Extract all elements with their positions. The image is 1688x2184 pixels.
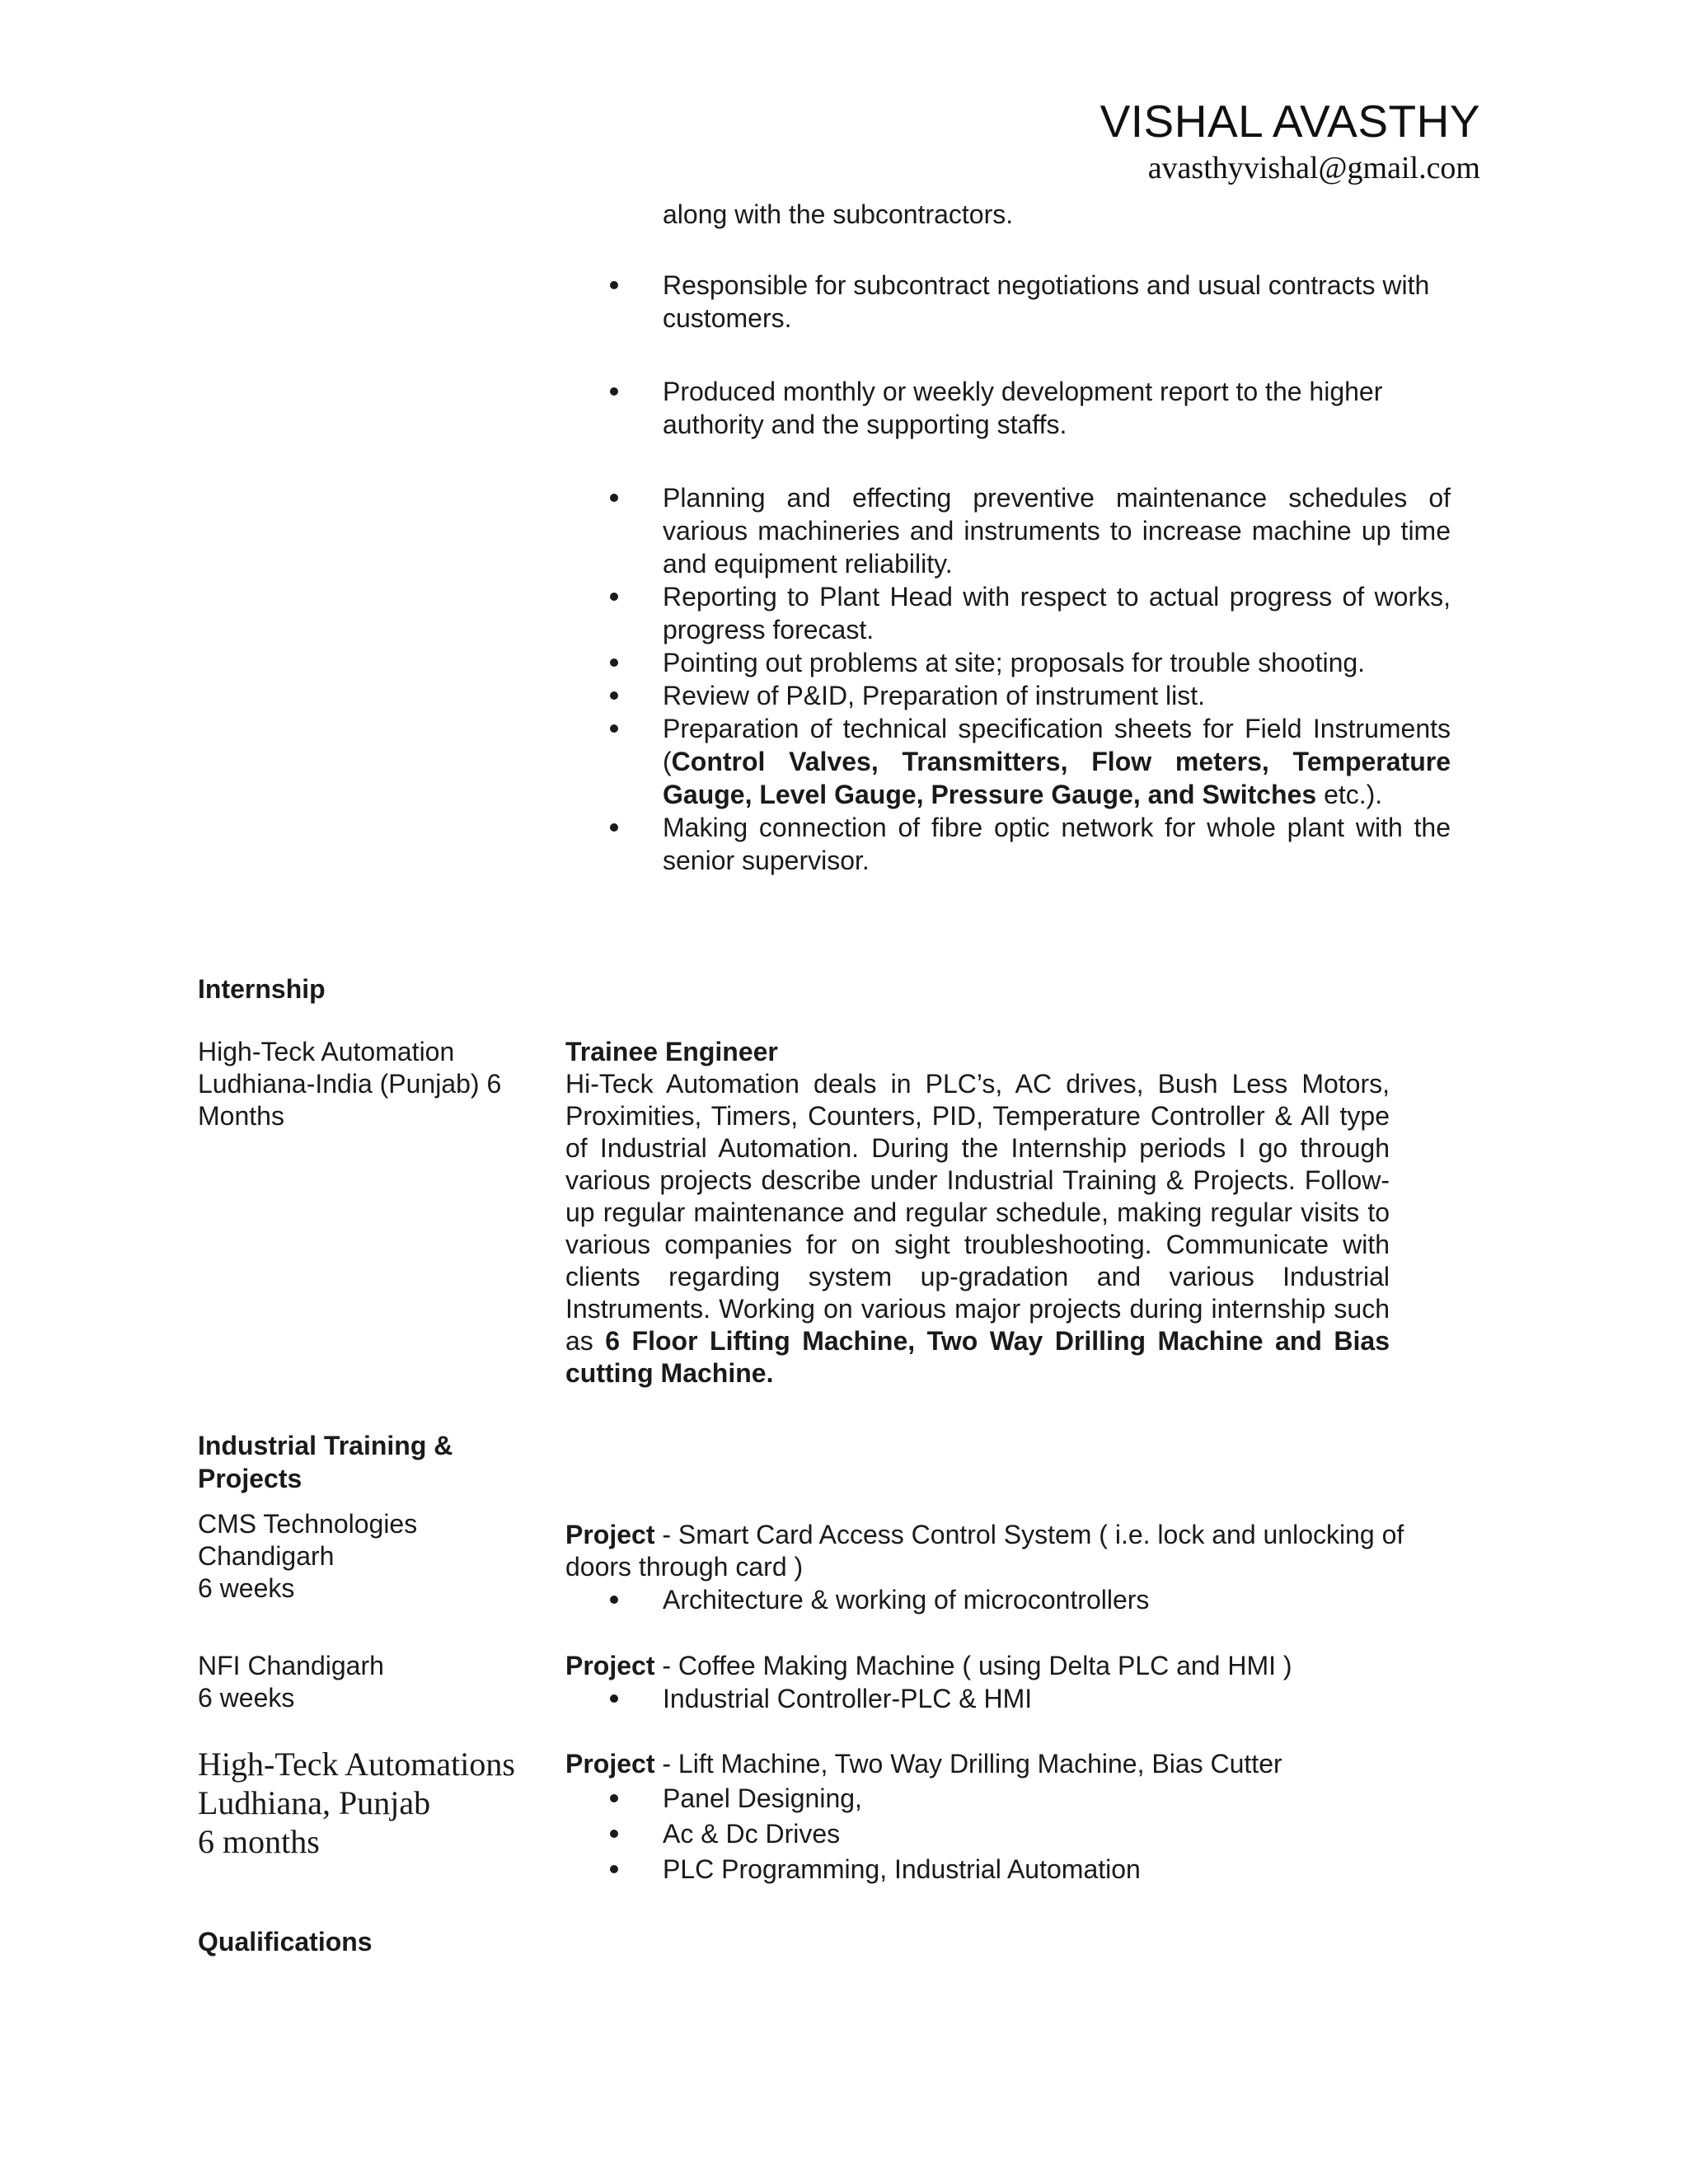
project-label: Project	[565, 1520, 655, 1549]
experience-bullets	[610, 481, 1451, 877]
internship-details	[565, 1036, 1390, 1390]
project-label: Project	[565, 1749, 655, 1779]
company-duration: Months	[198, 1101, 284, 1131]
bullet-text: Industrial Controller-PLC & HMI	[663, 1684, 1033, 1713]
list-item	[610, 1782, 1451, 1815]
bullet-text: Reporting to Plant Head with respect to actual progress of works, progress forecast.	[663, 582, 1451, 644]
project-title	[565, 1519, 1454, 1583]
project-text: - Smart Card Access Control System ( i.e. lock and unlocking of doors through card )	[565, 1520, 1404, 1582]
org-location: Ludhiana, Punjab	[198, 1784, 431, 1821]
bullet-icon	[610, 494, 618, 502]
bullet-text: Produced monthly or weekly development report to the higher authority and the supporting staffs.	[663, 377, 1383, 439]
list-item	[610, 1583, 1451, 1616]
bullet-text: Review of P&ID, Preparation of instrument list.	[663, 681, 1206, 710]
internship-company	[198, 1036, 528, 1132]
bullet-icon	[610, 823, 618, 832]
bullet-icon	[610, 387, 618, 396]
bullet-icon	[610, 281, 618, 289]
list-item	[610, 811, 1451, 877]
training-org	[198, 1745, 528, 1861]
experience-bullets	[610, 269, 1451, 335]
section-title-line: Industrial Training &	[198, 1431, 453, 1460]
bullet-text: Architecture & working of microcontrollers	[663, 1585, 1150, 1615]
internship-description	[565, 1068, 1390, 1390]
bullet-icon	[610, 1830, 618, 1838]
list-item	[610, 580, 1451, 646]
list-item	[610, 1817, 1451, 1850]
description-text: Hi-Teck Automation deals in PLC’s, AC drives, Bush Less Motors, Proximities, Timers, Counters, PID, Temperature Controller & All type of Industrial Automation. During the Internship periods I go through various projects describe under Industrial Training & Projects. Follow-up regular maintenance and regular schedule, making regular visits to various companies for on sight troubleshooting. Communicate with clients regarding system up-gradation and various Industrial Instruments. Working on various major projects during internship such as	[565, 1069, 1390, 1356]
list-item	[610, 481, 1451, 580]
bullet-icon	[610, 1596, 618, 1604]
bullet-text: Responsible for subcontract negotiations and usual contracts with customers.	[663, 270, 1430, 333]
section-title-qualifications: Qualifications	[198, 1927, 373, 1957]
list-item	[610, 375, 1451, 441]
training-project	[565, 1748, 1454, 1780]
bullet-bold-text: Control Valves, Transmitters, Flow meters, Temperature Gauge, Level Gauge, Pressure Gauge, and Switches	[663, 747, 1451, 809]
project-title	[565, 1748, 1454, 1780]
list-item	[610, 712, 1451, 811]
bullet-icon	[610, 691, 618, 700]
experience-bullets	[610, 375, 1451, 441]
bullet-text: Making connection of fibre optic network for whole plant with the senior supervisor.	[663, 813, 1451, 875]
company-name: High-Teck Automation	[198, 1037, 455, 1066]
continuation-text: along with the subcontractors.	[663, 199, 1014, 229]
org-duration: 6 weeks	[198, 1573, 295, 1603]
bullet-text: Ac & Dc Drives	[663, 1819, 841, 1849]
bullet-text: Preparation of technical specification sheets for Field Instruments (	[663, 714, 1451, 776]
org-name: High-Teck Automations	[198, 1746, 515, 1783]
bullet-text: PLC Programming, Industrial Automation	[663, 1854, 1141, 1884]
company-location: Ludhiana-India (Punjab) 6	[198, 1069, 502, 1099]
project-bullets	[610, 1583, 1451, 1616]
list-item	[610, 646, 1451, 679]
bullet-icon	[610, 658, 618, 667]
org-name: NFI Chandigarh	[198, 1651, 384, 1680]
training-project	[565, 1650, 1454, 1682]
list-item	[610, 1853, 1451, 1886]
list-item	[610, 679, 1451, 712]
org-duration: 6 months	[198, 1823, 320, 1860]
project-title	[565, 1650, 1454, 1682]
training-project	[565, 1519, 1454, 1583]
org-duration: 6 weeks	[198, 1683, 295, 1713]
role-title: Trainee Engineer	[565, 1037, 778, 1066]
bullet-icon	[610, 1794, 618, 1802]
bullet-icon	[610, 593, 618, 601]
project-text: - Lift Machine, Two Way Drilling Machine, Bias Cutter	[654, 1749, 1282, 1779]
section-title-training	[198, 1429, 452, 1495]
project-text: - Coffee Making Machine ( using Delta PLC and HMI )	[654, 1651, 1292, 1680]
bullet-text: Planning and effecting preventive maintenance schedules of various machineries and instruments to increase machine up time and equipment reliability.	[663, 483, 1451, 579]
training-org	[198, 1508, 528, 1605]
bullet-icon	[610, 1694, 618, 1703]
project-bullets	[610, 1782, 1451, 1886]
bullet-icon	[610, 1865, 618, 1873]
bullet-text: Pointing out problems at site; proposals for trouble shooting.	[663, 648, 1366, 677]
list-item	[610, 1682, 1451, 1715]
bullet-text: Panel Designing,	[663, 1783, 862, 1813]
section-title-internship: Internship	[198, 974, 326, 1004]
section-title-line: Projects	[198, 1464, 302, 1493]
bullet-text: etc.).	[1316, 780, 1383, 809]
org-name: CMS Technologies	[198, 1509, 418, 1539]
org-location: Chandigarh	[198, 1541, 335, 1571]
list-item	[610, 269, 1451, 335]
description-bold-text: 6 Floor Lifting Machine, Two Way Drilling Machine and Bias cutting Machine.	[565, 1326, 1390, 1388]
resume-email[interactable]: avasthyvishal@gmail.com	[1147, 151, 1480, 185]
project-label: Project	[565, 1651, 655, 1680]
training-org	[198, 1650, 528, 1714]
resume-name: VISHAL AVASTHY	[1100, 96, 1480, 147]
bullet-icon	[610, 724, 618, 733]
project-bullets	[610, 1682, 1451, 1715]
